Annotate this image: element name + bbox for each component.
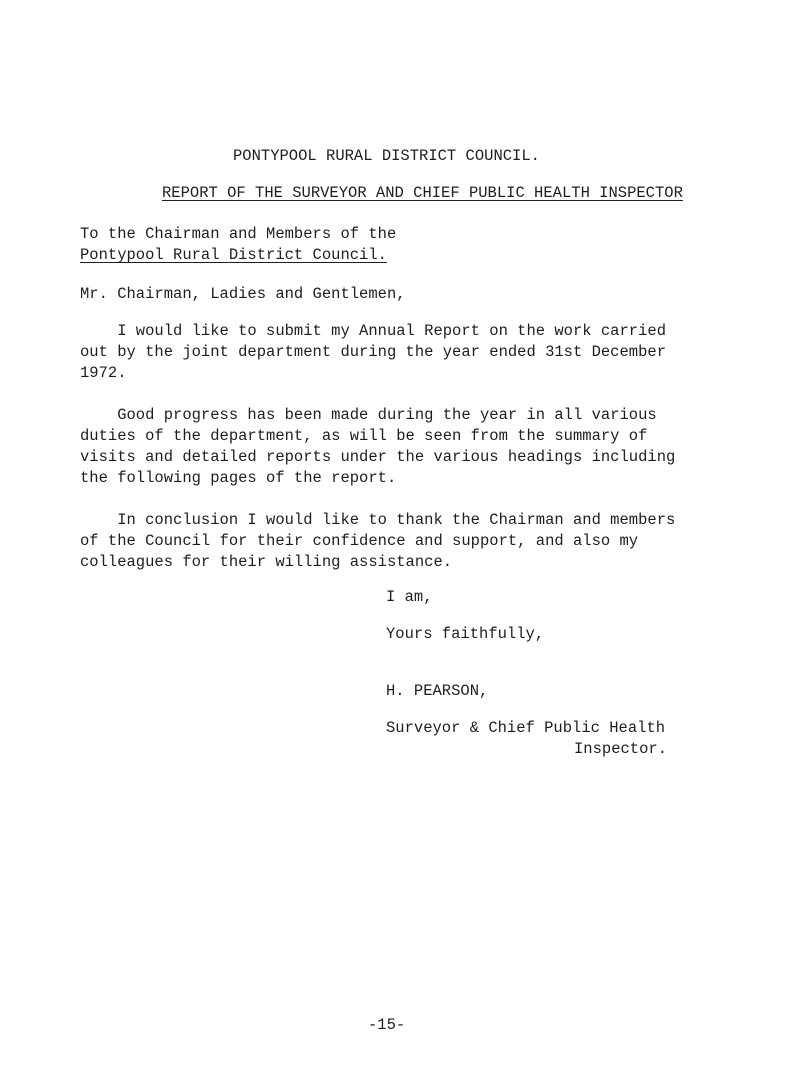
paragraph-line: out by the joint department during the year ended 31st December — [80, 343, 666, 361]
signatory-title-line-2: Inspector. — [574, 740, 668, 758]
paragraph-conclusion — [80, 510, 740, 573]
closing-yours-faithfully: Yours faithfully, — [386, 625, 545, 643]
paragraph-annual-report — [80, 321, 740, 384]
paragraph-line: duties of the department, as will be seen from the summary of — [80, 427, 648, 445]
signatory-name: H. PEARSON, — [386, 682, 489, 700]
paragraph-line: Good progress has been made during the year in all various — [80, 406, 657, 424]
signatory-title-line-1: Surveyor & Chief Public Health — [386, 719, 666, 737]
paragraph-line: 1972. — [80, 364, 127, 382]
address-line-1: To the Chairman and Members of the — [80, 225, 397, 243]
paragraph-line: the following pages of the report. — [80, 469, 397, 487]
council-heading: PONTYPOOL RURAL DISTRICT COUNCIL. — [233, 147, 540, 165]
salutation: Mr. Chairman, Ladies and Gentlemen, — [80, 285, 406, 303]
paragraph-progress — [80, 405, 740, 489]
report-title: REPORT OF THE SURVEYOR AND CHIEF PUBLIC HEALTH INSPECTOR — [162, 184, 683, 202]
paragraph-line: In conclusion I would like to thank the Chairman and members — [80, 511, 676, 529]
closing-i-am: I am, — [386, 588, 433, 606]
paragraph-line: colleagues for their willing assistance. — [80, 553, 453, 571]
paragraph-line: I would like to submit my Annual Report on the work carried — [80, 322, 666, 340]
paragraph-line: visits and detailed reports under the various headings including — [80, 448, 676, 466]
address-line-2: Pontypool Rural District Council. — [80, 246, 387, 264]
page-number: -15- — [368, 1016, 406, 1034]
paragraph-line: of the Council for their confidence and support, and also my — [80, 532, 639, 550]
